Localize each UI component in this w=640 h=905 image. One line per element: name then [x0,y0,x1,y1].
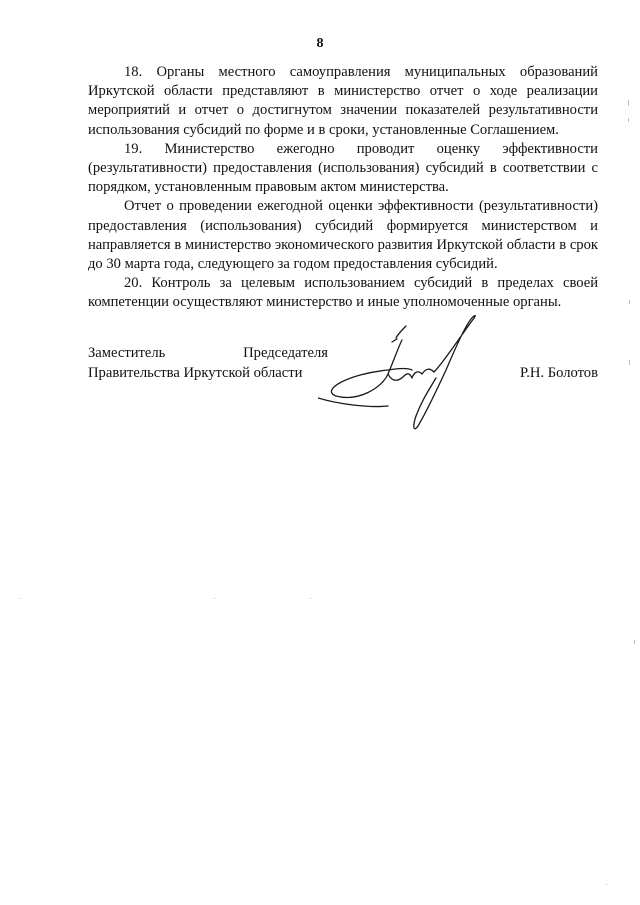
scan-speck [20,598,21,599]
signatory-title-line1 [88,344,328,364]
paragraph-18: 18. Органы местного самоуправления муниципальных образований Иркутской области представляют в министерство отчет о ходе реализации мероприятий и отчет о достигнутом значении показателей результативности использования субсидий по форме и в сроки, установленные Соглашением. [88,64,598,138]
signatory-title-word1: Заместитель [88,345,166,361]
scan-speck [606,884,607,885]
scan-edge-mark [628,100,629,106]
signatory-title-word2: Председателя [243,345,328,361]
paragraph-report: Отчет о проведении ежегодной оценки эффективности (результативности) предоставления (использования) субсидий формируется министерством и направляется в министерство экономического развития Иркутской области в срок до 30 марта года, следующего за годом предоставления субсидий. [88,198,598,273]
paragraph-20: 20. Контроль за целевым использованием субсидий в пределах своей компетенции осуществляют министерство и иные уполномоченные органы. [88,275,598,311]
signatory-title-line2: Правительства Иркутской области [88,364,303,381]
paragraph-19: 19. Министерство ежегодно проводит оценку эффективности (результативности) предоставления (использования) субсидий в соответствии с порядком, установленным правовым актом министерства. [88,140,598,196]
scan-speck [310,598,311,599]
scan-edge-mark [629,300,630,304]
scan-edge-mark [634,640,635,644]
scan-speck [214,598,215,599]
scan-edge-mark [628,118,629,122]
page-number: 8 [316,36,324,51]
scan-edge-mark [629,360,630,365]
document-body [88,63,598,313]
handwritten-signature [318,312,488,432]
signatory-name: Р.Н. Болотов [519,364,598,381]
